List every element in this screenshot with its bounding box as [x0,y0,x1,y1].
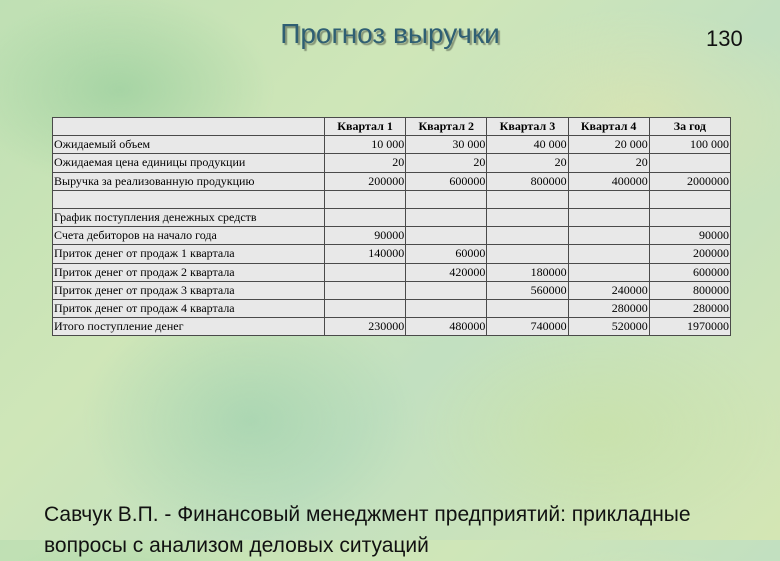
value-cell: 20 [568,154,649,172]
value-cell: 20 [487,154,568,172]
table-row [53,136,731,154]
value-cell: 140000 [325,245,406,263]
page-title: Прогноз выручки [280,18,500,49]
revenue-forecast-table [52,117,731,336]
row-label-cell: Счета дебиторов на начало года [53,227,325,245]
table-row [53,281,731,299]
value-cell: 180000 [487,263,568,281]
row-label-cell: Ожидаемая цена единицы продукции [53,154,325,172]
value-cell [568,190,649,208]
table-row [53,318,731,336]
value-cell [325,190,406,208]
value-cell [568,245,649,263]
value-cell: 90000 [325,227,406,245]
row-label-cell: Приток денег от продаж 3 квартала [53,281,325,299]
page-number: 130 [706,26,743,51]
value-cell: 240000 [568,281,649,299]
value-cell: 280000 [649,299,730,317]
value-cell [406,208,487,226]
value-cell [568,208,649,226]
value-cell [487,227,568,245]
value-cell: 230000 [325,318,406,336]
value-cell [649,190,730,208]
header-cell: Квартал 1 [325,118,406,136]
row-label-cell [53,190,325,208]
value-cell [406,281,487,299]
value-cell [487,299,568,317]
value-cell [649,208,730,226]
value-cell [406,227,487,245]
value-cell [568,227,649,245]
table-row [53,299,731,317]
value-cell [325,299,406,317]
value-cell: 100 000 [649,136,730,154]
row-label-cell: Приток денег от продаж 2 квартала [53,263,325,281]
value-cell: 10 000 [325,136,406,154]
value-cell [325,263,406,281]
table-row [53,263,731,281]
value-cell [487,208,568,226]
table-row [53,208,731,226]
value-cell: 520000 [568,318,649,336]
value-cell: 2000000 [649,172,730,190]
value-cell: 280000 [568,299,649,317]
value-cell: 740000 [487,318,568,336]
row-label-cell: График поступления денежных средств [53,208,325,226]
header-cell: Квартал 4 [568,118,649,136]
value-cell [487,245,568,263]
value-cell: 480000 [406,318,487,336]
value-cell [325,208,406,226]
value-cell: 60000 [406,245,487,263]
value-cell: 600000 [406,172,487,190]
value-cell: 1970000 [649,318,730,336]
value-cell: 800000 [649,281,730,299]
value-cell: 30 000 [406,136,487,154]
value-cell: 400000 [568,172,649,190]
value-cell [325,281,406,299]
value-cell: 600000 [649,263,730,281]
table-row [53,154,731,172]
row-label-cell: Приток денег от продаж 1 квартала [53,245,325,263]
value-cell: 200000 [325,172,406,190]
table-row [53,172,731,190]
row-label-cell: Выручка за реализованную продукцию [53,172,325,190]
table-row [53,190,731,208]
row-label-cell: Приток денег от продаж 4 квартала [53,299,325,317]
value-cell [406,299,487,317]
row-label-cell: Итого поступление денег [53,318,325,336]
value-cell: 20 [325,154,406,172]
value-cell: 20 000 [568,136,649,154]
value-cell [406,190,487,208]
row-label-cell: Ожидаемый объем [53,136,325,154]
value-cell [487,190,568,208]
header-cell: Квартал 3 [487,118,568,136]
table-header-row [53,118,731,136]
header-cell: Квартал 2 [406,118,487,136]
value-cell: 800000 [487,172,568,190]
table-row [53,245,731,263]
source-citation: Савчук В.П. - Финансовый менеджмент предприятий: прикладные вопросы с анализом деловых ситуаций [44,503,691,557]
value-cell: 420000 [406,263,487,281]
value-cell: 560000 [487,281,568,299]
header-cell: За год [649,118,730,136]
header-cell [53,118,325,136]
value-cell [649,154,730,172]
value-cell: 200000 [649,245,730,263]
value-cell [568,263,649,281]
value-cell: 20 [406,154,487,172]
table-row [53,227,731,245]
value-cell: 90000 [649,227,730,245]
value-cell: 40 000 [487,136,568,154]
